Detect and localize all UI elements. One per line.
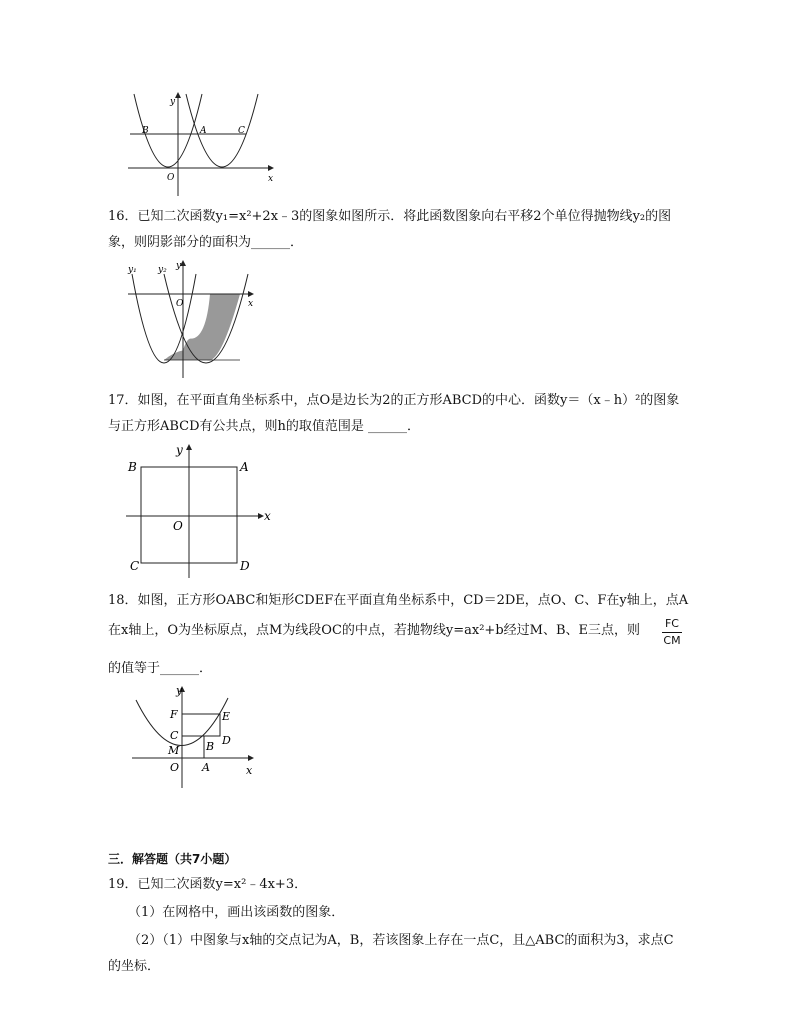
q17-line1: 17．如图，在平面直角坐标系中，点O是边长为2的正方形ABCD的中心．函数y＝（x﹣h）²的图象	[108, 393, 680, 408]
q17-label-x: x	[264, 509, 271, 523]
q18-label-y: y	[176, 684, 183, 697]
q15-figure	[120, 92, 280, 197]
q16-label-y: y	[176, 261, 182, 271]
q18-label-m: M	[168, 744, 180, 757]
q17-label-a: A	[240, 460, 249, 474]
section3-title: 三．解答题（共7小题）	[108, 852, 237, 866]
q15-label-y: y	[170, 97, 176, 107]
q19-line4: 的坐标．	[108, 959, 161, 974]
q18-label-d: D	[222, 734, 231, 747]
q16-figure	[124, 256, 259, 380]
q16-label-o: O	[176, 299, 184, 309]
q17-figure	[122, 438, 277, 580]
q17-label-b: B	[128, 460, 137, 474]
q18-figure	[128, 682, 263, 792]
q18-label-e: E	[222, 710, 231, 723]
q16-label-y1: y₁	[128, 265, 137, 275]
q18-label-f: F	[170, 708, 178, 721]
q18-frac-bar	[662, 632, 682, 633]
q17-label-y: y	[176, 443, 183, 457]
q17-label-o: O	[173, 519, 183, 533]
q18-rect-cdef	[182, 714, 220, 736]
q19-line3: （2）（1）中图象与x轴的交点记为A，B，若该图象上存在一点C，且△ABC的面积为3，求点C	[128, 933, 674, 948]
q15-label-a: A	[200, 126, 207, 136]
q17-line2: 与正方形ABCD有公共点，则h的取值范围是 ______．	[108, 419, 421, 434]
q18-frac-denominator: CM	[663, 634, 681, 647]
q18-label-c: C	[170, 729, 179, 742]
q15-label-o: O	[167, 173, 175, 183]
q16-shaded-region	[183, 294, 240, 360]
q18-label-a: A	[202, 761, 210, 774]
q16-line1: 16．已知二次函数y₁=x²+2x﹣3的图象如图所示．将此函数图象向右平移2个单位得抛物线y₂的图	[108, 209, 672, 224]
q15-label-c: C	[238, 126, 245, 136]
q19-line2: （1）在网格中，画出该函数的图象．	[128, 905, 345, 920]
q15-label-x: x	[268, 174, 274, 184]
q16-label-y2: y₂	[158, 265, 167, 275]
q15-label-b: B	[142, 126, 149, 136]
q16-line2: 象，则阴影部分的面积为______．	[108, 235, 304, 250]
q18-line1: 18．如图，正方形OABC和矩形CDEF在平面直角坐标系中，CD＝2DE，点O、C、F在y轴上，点A	[108, 593, 689, 608]
q18-line2: 在x轴上，O为坐标原点，点M为线段OC的中点，若抛物线y=ax²+b经过M、B、E三点，则	[108, 623, 641, 638]
q18-label-b: B	[206, 740, 215, 753]
q15-parabola-right	[186, 94, 258, 167]
q18-square-oabc	[182, 736, 204, 758]
q18-frac-numerator: FC	[664, 617, 679, 630]
q16-label-x: x	[248, 299, 254, 309]
q18-label-x: x	[246, 764, 253, 777]
q17-label-c: C	[130, 559, 140, 573]
q18-label-o: O	[170, 761, 180, 774]
q19-line1: 19．已知二次函数y=x²﹣4x+3．	[108, 877, 308, 892]
q18-line3: 的值等于______．	[108, 661, 213, 676]
q17-label-d: D	[240, 559, 250, 573]
